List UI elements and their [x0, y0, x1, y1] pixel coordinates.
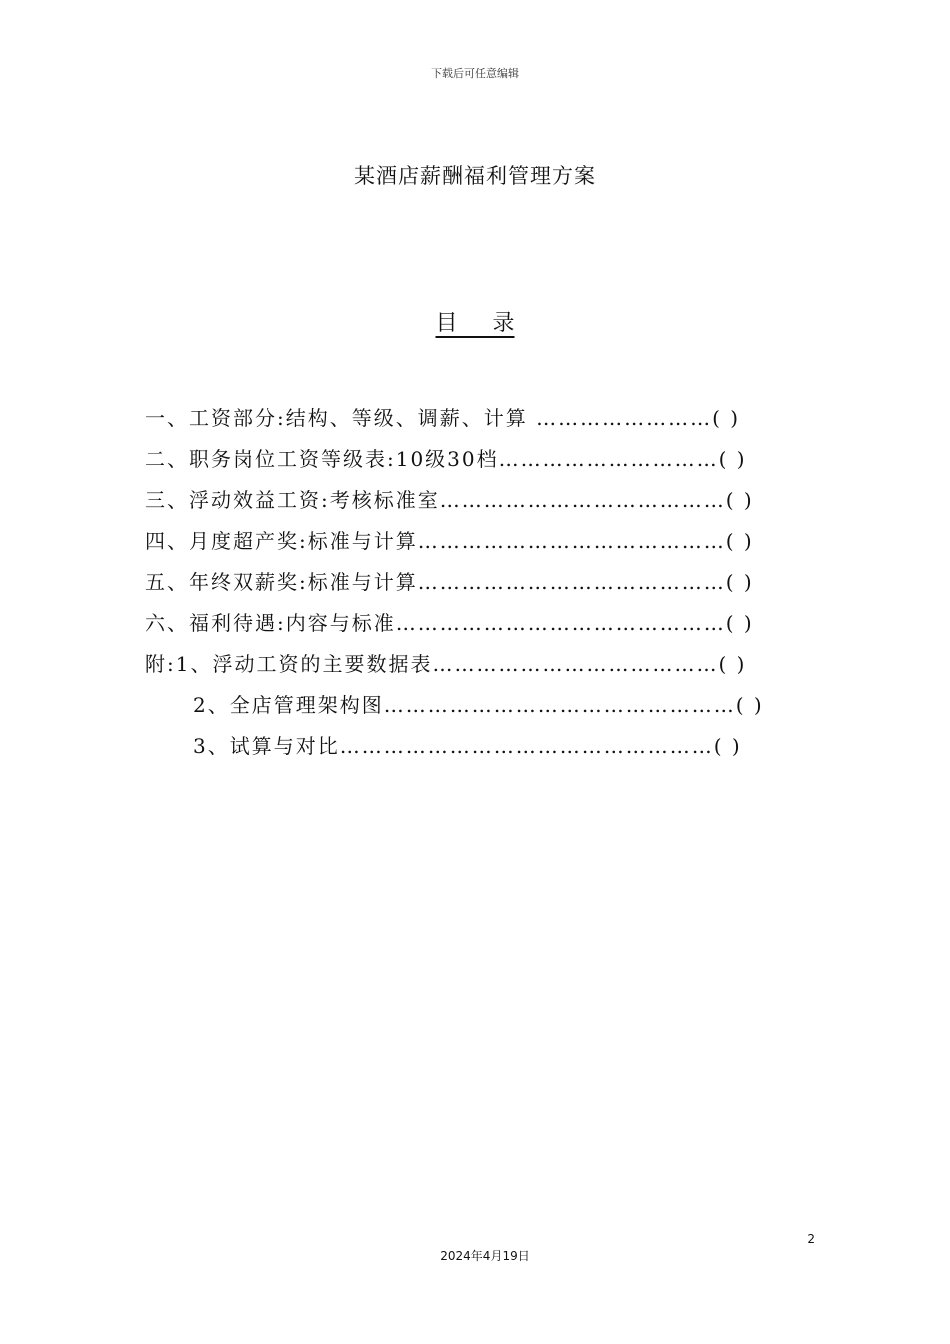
toc-entry-1 — [145, 398, 805, 439]
toc-heading-text: 目 录 — [435, 311, 515, 336]
toc-entry-4 — [145, 521, 805, 562]
toc-entry-appendix-2 — [145, 685, 805, 726]
toc-entry-text: 二、职务岗位工资等级表:10级30档…………………………( ) — [145, 447, 747, 471]
toc-entry-appendix-1 — [145, 644, 805, 685]
page-number: 2 — [807, 1232, 815, 1246]
toc-entry-text: 五、年终双薪奖:标准与计算……………………………………( ) — [145, 570, 754, 594]
toc-entry-text: 附:1、浮动工资的主要数据表…………………………………( ) — [145, 652, 747, 676]
document-title: 某酒店薪酬福利管理方案 — [354, 164, 596, 188]
footer-date: 2024年4月19日 — [440, 1249, 530, 1263]
toc-entry-text: 2、全店管理架构图…………………………………………( ) — [193, 693, 764, 717]
toc-entry-6 — [145, 603, 805, 644]
toc-entry-text: 3、试算与对比……………………………………………( ) — [193, 734, 742, 758]
toc-entry-5 — [145, 562, 805, 603]
toc-entry-2 — [145, 439, 805, 480]
toc-entry-text: 一、工资部分:结构、等级、调薪、计算 ……………………( ) — [145, 406, 741, 430]
toc-entry-appendix-3 — [145, 726, 805, 767]
table-of-contents — [145, 398, 805, 767]
toc-entry-3 — [145, 480, 805, 521]
toc-entry-text: 四、月度超产奖:标准与计算……………………………………( ) — [145, 529, 754, 553]
toc-entry-text: 三、浮动效益工资:考核标准室…………………………………( ) — [145, 488, 754, 512]
toc-entry-text: 六、福利待遇:内容与标准………………………………………( ) — [145, 611, 754, 635]
toc-heading — [0, 306, 950, 337]
header-note: 下载后可任意编辑 — [431, 67, 519, 80]
